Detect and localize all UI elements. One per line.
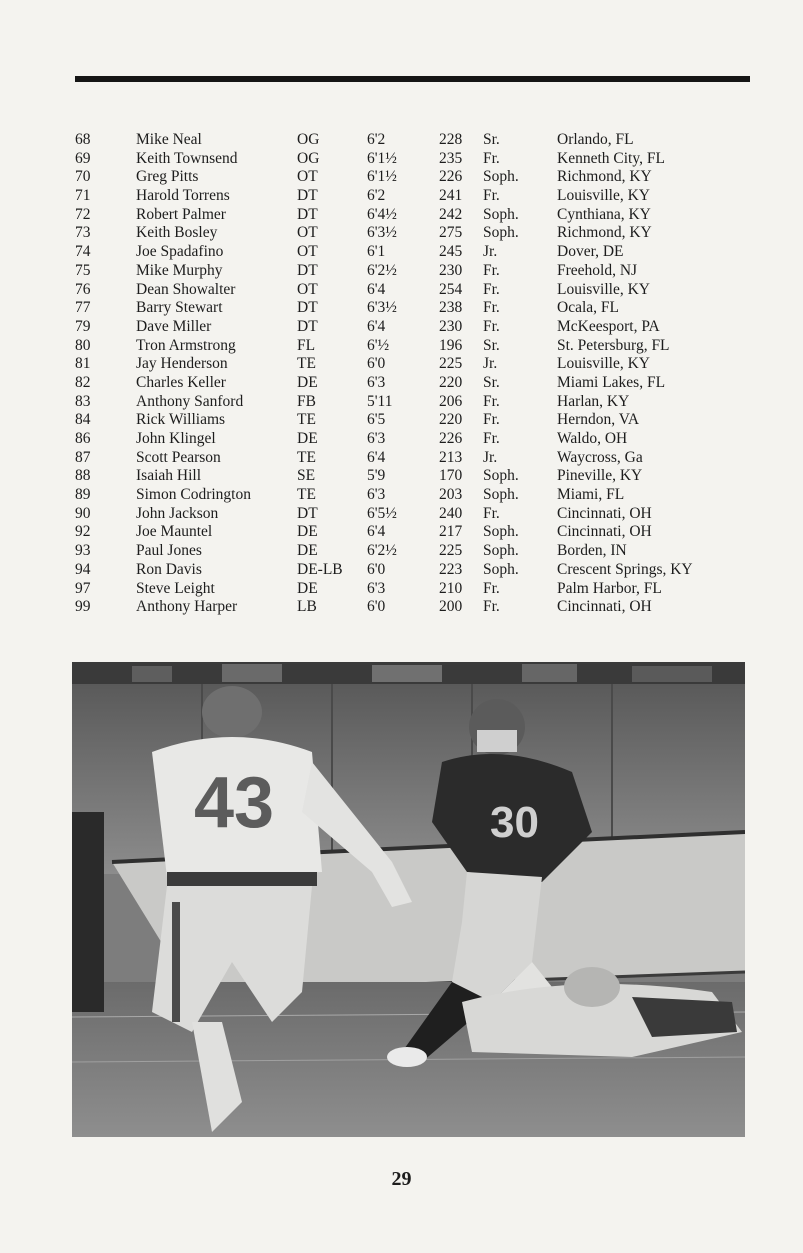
position: DE [297, 523, 318, 541]
hometown: Pineville, KY [557, 467, 643, 485]
class-year: Fr. [483, 430, 500, 447]
weight: 245 [439, 243, 463, 261]
hometown: Louisville, KY [557, 355, 650, 373]
roster-row [75, 374, 755, 393]
hometown: Freehold, NJ [557, 261, 638, 279]
height: 5'9 [367, 467, 386, 485]
weight: 223 [439, 560, 463, 578]
class-year: Sr. [483, 373, 500, 391]
height: 6'5½ [367, 504, 397, 522]
class-year: Sr. [483, 336, 500, 354]
roster-row [75, 467, 755, 486]
jersey-number: 93 [75, 542, 91, 560]
player-name: Rick Williams [136, 411, 226, 429]
player-name: Joe Spadafino [136, 243, 224, 261]
position: DT [297, 205, 318, 223]
class-year: Jr. [483, 448, 498, 466]
hometown: Waycross, Ga [557, 448, 643, 466]
defender-jersey-number: 43 [194, 763, 275, 843]
position: OT [297, 224, 318, 242]
roster-row [75, 299, 755, 318]
weight: 235 [439, 149, 463, 167]
height: 6'2 [367, 131, 386, 148]
player-name: Barry Stewart [136, 299, 223, 317]
weight: 275 [439, 224, 463, 242]
roster-row [75, 206, 755, 225]
roster-row [75, 131, 755, 150]
hometown: Cincinnati, OH [557, 523, 652, 541]
page-number: 29 [391, 1168, 412, 1190]
runner-jersey-number: 30 [490, 798, 539, 847]
class-year: Jr. [483, 355, 498, 373]
weight: 200 [439, 598, 463, 616]
position: DT [297, 317, 318, 335]
roster-table [75, 131, 755, 617]
jersey-number: 68 [75, 131, 91, 148]
jersey-number: 69 [75, 149, 91, 167]
jersey-number: 90 [75, 504, 91, 522]
roster-row [75, 561, 755, 580]
class-year: Soph. [483, 467, 519, 485]
height: 6'1 [367, 243, 386, 261]
weight: 217 [439, 523, 463, 541]
jersey-number: 84 [75, 411, 91, 429]
hometown: Miami Lakes, FL [557, 373, 666, 391]
roster-row [75, 281, 755, 300]
class-year: Fr. [483, 261, 500, 279]
height: 6'4 [367, 317, 386, 335]
hometown: Crescent Springs, KY [557, 560, 693, 578]
weight: 220 [439, 373, 463, 391]
weight: 226 [439, 430, 463, 447]
class-year: Soph. [483, 542, 519, 560]
height: 6'0 [367, 355, 386, 373]
player-name: Ron Davis [136, 560, 202, 578]
class-year: Soph. [483, 523, 519, 541]
position: DE [297, 373, 318, 391]
height: 6'1½ [367, 149, 397, 167]
player-name: Keith Bosley [136, 224, 218, 242]
player-name: Jay Henderson [136, 355, 228, 373]
jersey-number: 70 [75, 168, 91, 186]
roster-row [75, 486, 755, 505]
jersey-number: 80 [75, 336, 91, 354]
position: DE [297, 430, 318, 447]
position: TE [297, 448, 316, 466]
jersey-number: 83 [75, 392, 91, 410]
class-year: Soph. [483, 224, 519, 242]
position: OT [297, 280, 318, 298]
hometown: Louisville, KY [557, 187, 650, 205]
class-year: Fr. [483, 317, 500, 335]
height: 6'4½ [367, 205, 397, 223]
jersey-number: 92 [75, 523, 91, 541]
weight: 213 [439, 448, 463, 466]
class-year: Fr. [483, 392, 500, 410]
hometown: Orlando, FL [557, 131, 634, 148]
weight: 241 [439, 187, 463, 205]
hometown: Louisville, KY [557, 280, 650, 298]
position: DT [297, 299, 318, 317]
roster-row [75, 243, 755, 262]
player-name: Steve Leight [136, 579, 215, 597]
hometown: Waldo, OH [557, 430, 628, 447]
jersey-number: 81 [75, 355, 91, 373]
position: TE [297, 411, 316, 429]
player-name: Paul Jones [136, 542, 202, 560]
player-name: Greg Pitts [136, 168, 199, 186]
player-name: Simon Codrington [136, 486, 251, 504]
hometown: Ocala, FL [557, 299, 619, 317]
jersey-number: 76 [75, 280, 91, 298]
player-name: John Klingel [136, 430, 216, 447]
weight: 226 [439, 168, 463, 186]
player-name: Anthony Sanford [136, 392, 244, 410]
class-year: Fr. [483, 411, 500, 429]
player-name: Anthony Harper [136, 598, 238, 616]
player-name: Mike Neal [136, 131, 202, 148]
position: LB [297, 598, 317, 616]
height: 6'2½ [367, 261, 397, 279]
roster-row [75, 168, 755, 187]
class-year: Sr. [483, 131, 500, 148]
roster-row [75, 393, 755, 412]
hometown: St. Petersburg, FL [557, 336, 670, 354]
weight: 240 [439, 504, 463, 522]
hometown: McKeesport, PA [557, 317, 660, 335]
roster-row [75, 355, 755, 374]
height: 6'3½ [367, 224, 397, 242]
weight: 238 [439, 299, 463, 317]
hometown: Miami, FL [557, 486, 625, 504]
roster-row [75, 318, 755, 337]
hometown: Herndon, VA [557, 411, 640, 429]
weight: 203 [439, 486, 463, 504]
class-year: Fr. [483, 598, 500, 616]
weight: 210 [439, 579, 463, 597]
class-year: Soph. [483, 205, 519, 223]
position: OG [297, 131, 320, 148]
position: DE-LB [297, 560, 343, 578]
class-year: Fr. [483, 187, 500, 205]
player-name: Scott Pearson [136, 448, 221, 466]
jersey-number: 79 [75, 317, 91, 335]
roster-row [75, 523, 755, 542]
player-name: Isaiah Hill [136, 467, 201, 485]
position: DE [297, 542, 318, 560]
hometown: Borden, IN [557, 542, 627, 560]
height: 6'3 [367, 373, 386, 391]
height: 6'3½ [367, 299, 397, 317]
weight: 170 [439, 467, 463, 485]
class-year: Fr. [483, 504, 500, 522]
position: DT [297, 504, 318, 522]
player-name: Robert Palmer [136, 205, 226, 223]
roster-row [75, 262, 755, 281]
roster-row [75, 505, 755, 524]
height: 6'2 [367, 187, 386, 205]
height: 6'0 [367, 598, 386, 616]
height: 6'5 [367, 411, 386, 429]
weight: 230 [439, 317, 463, 335]
jersey-number: 82 [75, 373, 91, 391]
position: TE [297, 486, 316, 504]
player-name: John Jackson [136, 504, 219, 522]
player-name: Dave Miller [136, 317, 212, 335]
height: 6'3 [367, 430, 386, 447]
weight: 254 [439, 280, 463, 298]
roster-row [75, 598, 755, 617]
position: DT [297, 261, 318, 279]
hometown: Richmond, KY [557, 168, 652, 186]
jersey-number: 88 [75, 467, 91, 485]
hometown: Dover, DE [557, 243, 624, 261]
height: 6'1½ [367, 168, 397, 186]
jersey-number: 77 [75, 299, 91, 317]
weight: 196 [439, 336, 463, 354]
player-name: Mike Murphy [136, 261, 223, 279]
position: FB [297, 392, 316, 410]
weight: 230 [439, 261, 463, 279]
jersey-number: 89 [75, 486, 91, 504]
class-year: Soph. [483, 486, 519, 504]
player-name: Tron Armstrong [136, 336, 236, 354]
roster-row [75, 449, 755, 468]
class-year: Fr. [483, 149, 500, 167]
height: 6'4 [367, 280, 386, 298]
weight: 225 [439, 355, 463, 373]
player-name: Charles Keller [136, 373, 226, 391]
jersey-number: 94 [75, 560, 91, 578]
jersey-number: 72 [75, 205, 91, 223]
height: 6'0 [367, 560, 386, 578]
hometown: Kenneth City, FL [557, 149, 665, 167]
roster-row [75, 187, 755, 206]
jersey-number: 99 [75, 598, 91, 616]
weight: 242 [439, 205, 463, 223]
weight: 206 [439, 392, 463, 410]
jersey-number: 97 [75, 579, 91, 597]
height: 6'3 [367, 579, 386, 597]
player-name: Harold Torrens [136, 187, 230, 205]
hometown: Richmond, KY [557, 224, 652, 242]
class-year: Soph. [483, 168, 519, 186]
jersey-number: 87 [75, 448, 91, 466]
player-name: Dean Showalter [136, 280, 236, 298]
jersey-number: 71 [75, 187, 91, 205]
player-name: Joe Mauntel [136, 523, 213, 541]
football-action-photo [72, 662, 745, 1137]
roster-row [75, 430, 755, 449]
roster-row [75, 411, 755, 430]
jersey-number: 74 [75, 243, 91, 261]
position: DT [297, 187, 318, 205]
jersey-number: 86 [75, 430, 91, 447]
position: OT [297, 168, 318, 186]
height: 6'3 [367, 486, 386, 504]
hometown: Cincinnati, OH [557, 598, 652, 616]
roster-row [75, 580, 755, 599]
height: 6'4 [367, 523, 386, 541]
weight: 225 [439, 542, 463, 560]
class-year: Jr. [483, 243, 498, 261]
height: 6'4 [367, 448, 386, 466]
jersey-number: 75 [75, 261, 91, 279]
position: SE [297, 467, 316, 485]
class-year: Fr. [483, 299, 500, 317]
roster-row [75, 150, 755, 169]
weight: 220 [439, 411, 463, 429]
roster-row [75, 224, 755, 243]
hometown: Harlan, KY [557, 392, 630, 410]
position: DE [297, 579, 318, 597]
roster-row [75, 542, 755, 561]
hometown: Palm Harbor, FL [557, 579, 662, 597]
height: 6'2½ [367, 542, 397, 560]
position: TE [297, 355, 316, 373]
jersey-number: 73 [75, 224, 91, 242]
player-name: Keith Townsend [136, 149, 238, 167]
position: OG [297, 149, 320, 167]
class-year: Fr. [483, 579, 500, 597]
height: 6'½ [367, 336, 390, 354]
hometown: Cincinnati, OH [557, 504, 652, 522]
weight: 228 [439, 131, 463, 148]
hometown: Cynthiana, KY [557, 205, 651, 223]
roster-row [75, 337, 755, 356]
position: FL [297, 336, 316, 354]
header-rule [75, 76, 750, 82]
position: OT [297, 243, 318, 261]
class-year: Fr. [483, 280, 500, 298]
height: 5'11 [367, 392, 393, 410]
class-year: Soph. [483, 560, 519, 578]
